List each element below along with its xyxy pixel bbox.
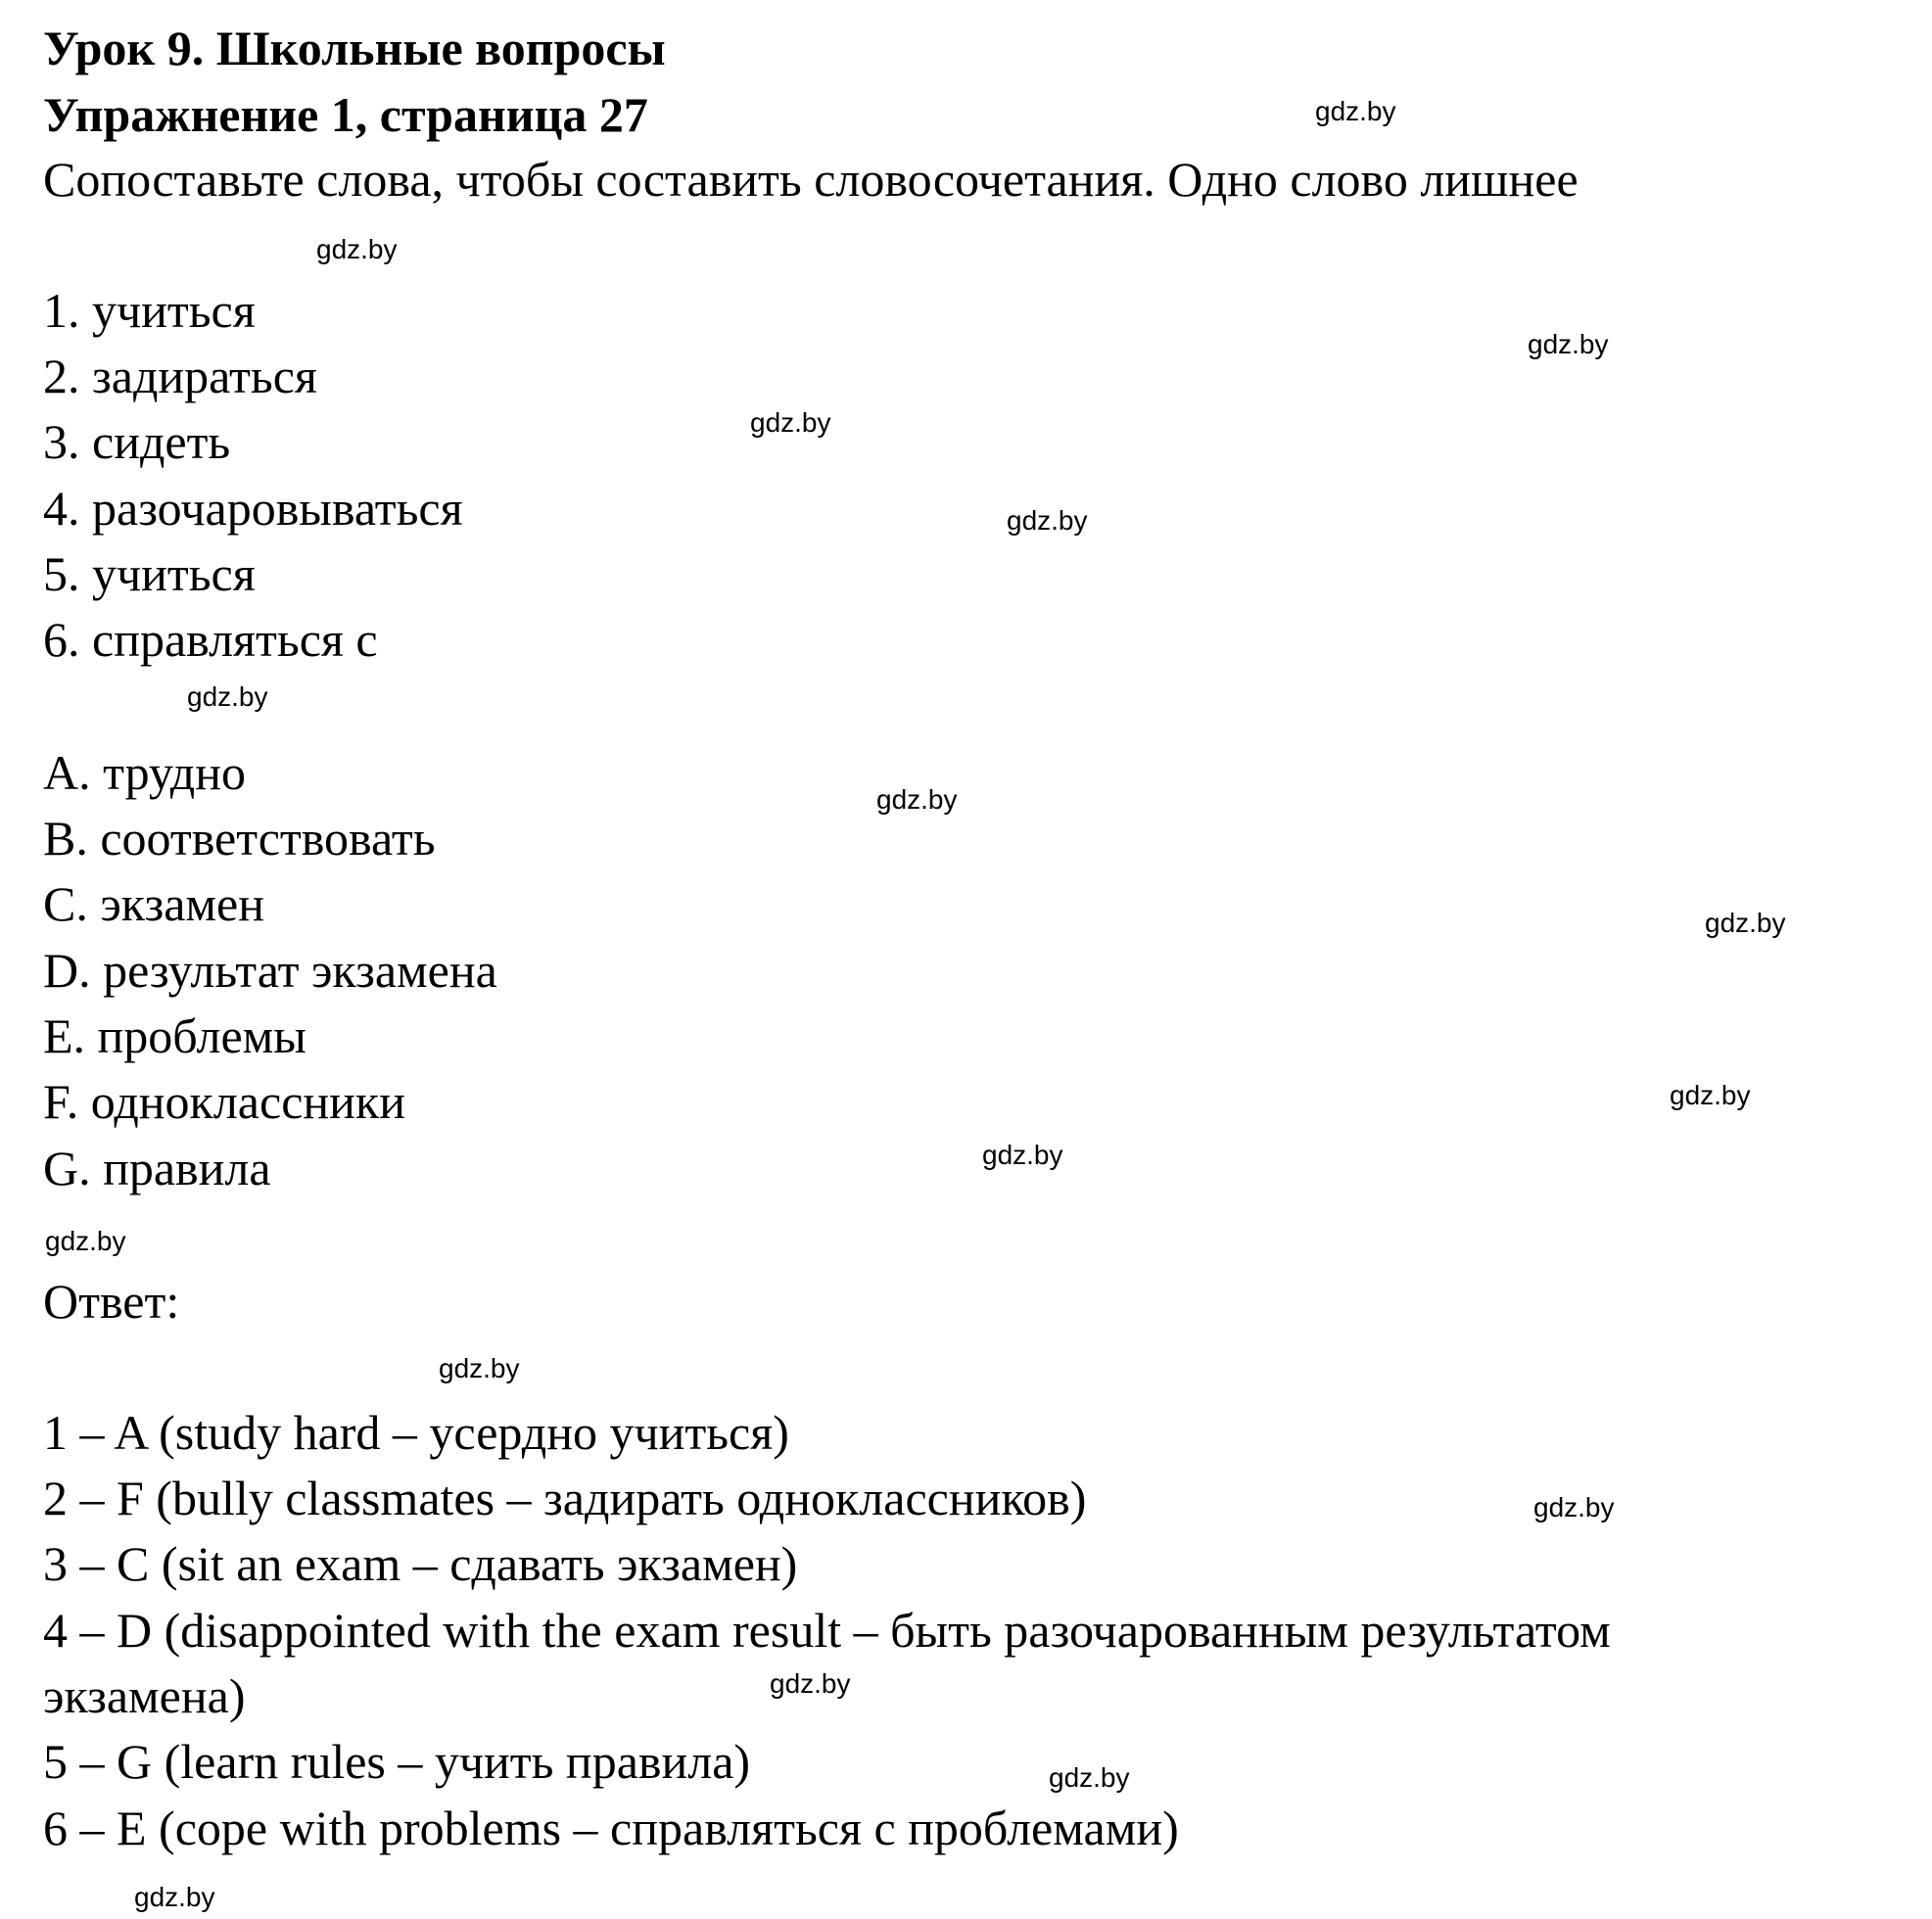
watermark: gdz.by: [187, 681, 268, 712]
watermark: gdz.by: [1315, 96, 1396, 126]
numbered-item-6: 6. справляться с: [43, 612, 378, 667]
answer-label: Ответ:: [43, 1274, 180, 1329]
watermark: gdz.by: [134, 1882, 215, 1912]
answer-line-6: 6 – E (cope with problems – справляться с проблемами): [43, 1801, 1179, 1855]
watermark: gdz.by: [876, 784, 958, 815]
watermark: gdz.by: [1705, 908, 1786, 938]
lesson-title: Урок 9. Школьные вопросы: [43, 21, 666, 75]
answer-line-5: 5 – G (learn rules – учить правила): [43, 1734, 751, 1789]
watermark: gdz.by: [1670, 1080, 1751, 1110]
instruction-text: Сопоставьте слова, чтобы составить словосочетания. Одно слово лишнее: [43, 152, 1579, 207]
answer-line-2: 2 – F (bully classmates – задирать одноклассников): [43, 1471, 1087, 1525]
watermark: gdz.by: [1049, 1762, 1130, 1793]
numbered-item-3: 3. сидеть: [43, 414, 231, 469]
watermark: gdz.by: [316, 234, 398, 264]
lettered-item-c: C. экзамен: [43, 876, 264, 931]
watermark: gdz.by: [1528, 329, 1609, 359]
answer-line-4: 4 – D (disappointed with the exam result – быть разочарованным результатом: [43, 1603, 1611, 1658]
numbered-item-2: 2. задираться: [43, 349, 317, 403]
lettered-item-g: G. правила: [43, 1141, 271, 1195]
lettered-item-b: B. соответствовать: [43, 811, 436, 866]
answer-line-1: 1 – A (study hard – усердно учиться): [43, 1405, 789, 1460]
numbered-item-4: 4. разочаровываться: [43, 481, 463, 536]
lettered-item-d: D. результат экзамена: [43, 943, 497, 998]
watermark: gdz.by: [45, 1226, 126, 1256]
lettered-item-a: A. трудно: [43, 745, 246, 800]
lettered-item-f: F. одноклассники: [43, 1074, 405, 1129]
watermark: gdz.by: [1533, 1492, 1615, 1522]
numbered-item-1: 1. учиться: [43, 283, 256, 338]
answer-line-4-continuation: экзамена): [43, 1668, 246, 1723]
watermark: gdz.by: [439, 1353, 520, 1383]
exercise-title: Упражнение 1, страница 27: [43, 87, 648, 142]
watermark: gdz.by: [982, 1140, 1063, 1170]
watermark: gdz.by: [750, 407, 831, 438]
watermark: gdz.by: [1007, 505, 1088, 536]
watermark: gdz.by: [770, 1668, 851, 1699]
lettered-item-e: E. проблемы: [43, 1008, 306, 1063]
numbered-item-5: 5. учиться: [43, 546, 256, 601]
answer-line-3: 3 – C (sit an exam – сдавать экзамен): [43, 1536, 798, 1591]
